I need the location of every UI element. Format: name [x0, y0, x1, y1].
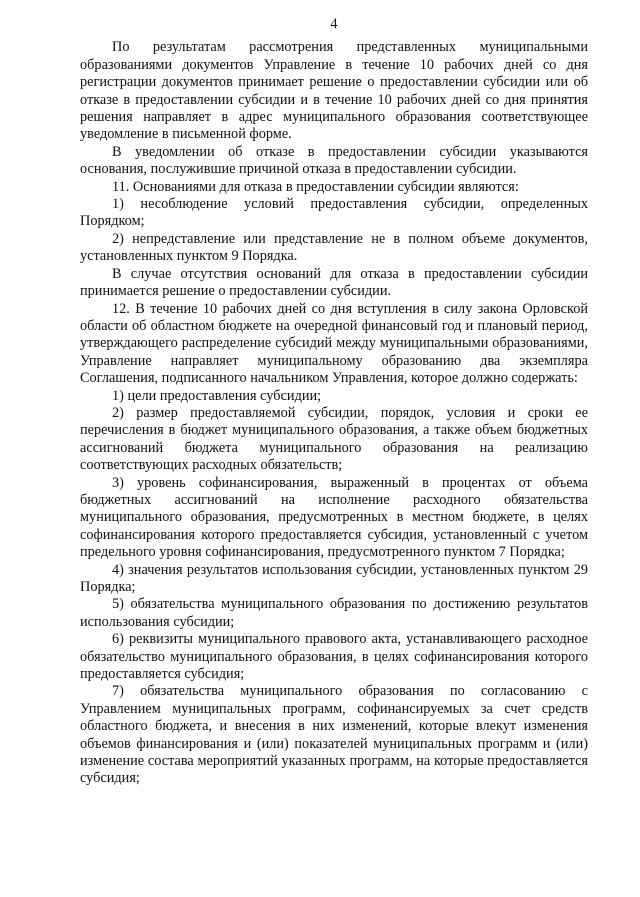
paragraph-item-11-heading: 11. Основаниями для отказа в предоставлении субсидии являются:: [112, 178, 519, 195]
paragraph-item-12-3: 3) уровень софинансирования, выраженный в процентах от объема бюджетных ассигнований на исполнение расходного обязательства муниципального образования, предусмотренных в местном бюджете, в целях софинансирования которого предоставляется субсидия, установленный с учетом предельного уровня софинансирования, предусмотренного пунктом 7 Порядка;: [80, 474, 588, 561]
document-body: [80, 39, 588, 787]
paragraph-refusal-notice: В уведомлении об отказе в предоставлении субсидии указываются основания, послужившие причиной отказа в предоставлении субсидии.: [80, 143, 588, 178]
paragraph-review-results: По результатам рассмотрения представленных муниципальными образованиями документов Управление в течение 10 рабочих дней со дня регистрации документов принимает решение о предоставлении субсидии или об отказе в предоставлении субсидии и в течение 10 рабочих дней со дня принятия решения направляет в адрес муниципального образования соответствующее уведомление в письменной форме.: [80, 39, 588, 143]
paragraph-item-11-1: 1) несоблюдение условий предоставления субсидии, определенных Порядком;: [80, 196, 588, 230]
paragraph-item-12-6: 6) реквизиты муниципального правового акта, устанавливающего расходное обязательство муниципального образования, в целях софинансирования которого предоставляется субсидия;: [80, 631, 588, 683]
paragraph-item-12-4: 4) значения результатов использования субсидии, установленных пунктом 29 Порядка;: [80, 561, 588, 595]
paragraph-no-grounds: В случае отсутствия оснований для отказа в предоставлении субсидии принимается решение о предоставлении субсидии.: [80, 265, 588, 300]
page-number: 4: [330, 16, 338, 32]
paragraph-item-12-1: 1) цели предоставления субсидии;: [112, 387, 322, 404]
paragraph-item-12-heading: 12. В течение 10 рабочих дней со дня вступления в силу закона Орловской области об областном бюджете на очередной финансовый год и плановый период, утверждающего распределение субсидий между муниципальными образованиями, Управление направляет муниципальному образованию два экземпляра Соглашения, подписанного начальником Управления, которое должно содержать:: [80, 300, 588, 387]
paragraph-item-12-2: 2) размер предоставляемой субсидии, порядок, условия и сроки ее перечисления в бюджет муниципального образования, а также объем бюджетных ассигнований бюджета муниципального образования на реализацию соответствующих расходных обязательств;: [80, 404, 588, 474]
paragraph-item-12-7: 7) обязательства муниципального образования по согласованию с Управлением муниципальных программ, софинансируемых за счет средств областного бюджета, и внесения в них изменений, которые влекут изменения объемов финансирования и (или) показателей муниципальных программ и (или) изменение состава мероприятий указанных программ, на которые предоставляется субсидия;: [80, 683, 588, 787]
paragraph-item-12-5: 5) обязательства муниципального образования по достижению результатов использования субсидии;: [80, 596, 588, 630]
paragraph-item-11-2: 2) непредставление или представление не в полном объеме документов, установленных пунктом 9 Порядка.: [80, 230, 588, 265]
